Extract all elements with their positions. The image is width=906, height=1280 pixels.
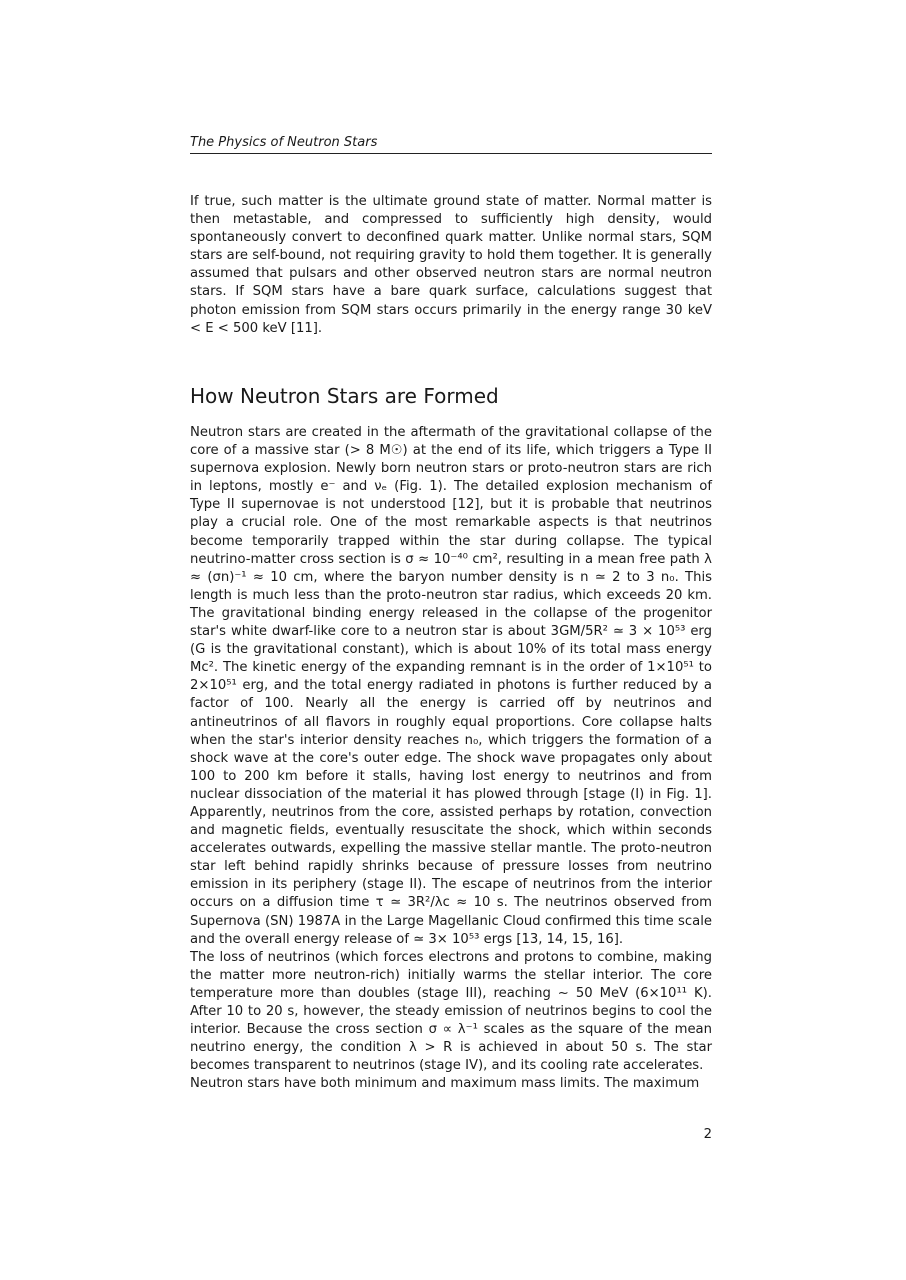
intro-paragraph	[190, 193, 712, 338]
paragraph-mass-limits: Neutron stars have both minimum and maximum mass limits. The maximum	[190, 1076, 700, 1092]
page-number: 2	[703, 1127, 712, 1142]
section-heading: How Neutron Stars are Formed	[190, 384, 499, 408]
paragraph-text: If true, such matter is the ultimate ground state of matter. Normal matter is then metastable, and compressed to sufficiently high density, would spontaneously convert to deconfined quark matter. Unlike normal stars, SQM stars are self-bound, not requiring gravity to hold them together. It is generally assumed that pulsars and other observed neutron stars are normal neutron stars. If SQM stars have a bare quark surface, calculations suggest that photon emission from SQM stars occurs primarily in the energy range 30 keV < E < 500 keV [11].	[190, 194, 712, 336]
running-header: The Physics of Neutron Stars	[190, 134, 712, 154]
paragraph-neutrino-loss: The loss of neutrinos (which forces electrons and protons to combine, making the matter more neutron-rich) initially warms the stellar interior. The core temperature more than doubles (stage III), reaching ~ 50 MeV (6×10¹¹ K). After 10 to 20 s, however, the steady emission of neutrinos begins to cool the interior. Because the cross section σ ∝ λ⁻¹ scales as the square of the mean neutrino energy, the condition λ > R is achieved in about 50 s. The star becomes transparent to neutrinos (stage IV), and its cooling rate accelerates.	[190, 949, 712, 1074]
paragraph-formation: Neutron stars are created in the aftermath of the gravitational collapse of the core of a massive star (> 8 M☉) at the end of its life, which triggers a Type II supernova explosion. Newly born neutron stars or proto-neutron stars are rich in leptons, mostly e⁻ and νₑ (Fig. 1). The detailed explosion mechanism of Type II supernovae is not understood [12], but it is probable that neutrinos play a crucial role. One of the most remarkable aspects is that neutrinos become temporarily trapped within the star during collapse. The typical neutrino-matter cross section is σ ≈ 10⁻⁴⁰ cm², resulting in a mean free path λ ≈ (σn)⁻¹ ≈ 10 cm, where the baryon number density is n ≃ 2 to 3 n₀. This length is much less than the proto-neutron star radius, which exceeds 20 km. The gravitational binding energy released in the collapse of the progenitor star's white dwarf-like core to a neutron star is about 3GM/5R² ≃ 3 × 10⁵³ erg (G is the gravitational constant), which is about 10% of its total mass energy Mc². The kinetic energy of the expanding remnant is in the order of 1×10⁵¹ to 2×10⁵¹ erg, and the total energy radiated in photons is further reduced by a factor of 100. Nearly all the energy is carried off by neutrinos and antineutrinos of all flavors in roughly equal proportions. Core collapse halts when the star's interior density reaches n₀, which triggers the formation of a shock wave at the core's outer edge. The shock wave propagates only about 100 to 200 km before it stalls, having lost energy to neutrinos and from nuclear dissociation of the material it has plowed through [stage (I) in Fig. 1]. Apparently, neutrinos from the core, assisted perhaps by rotation, convection and magnetic fields, eventually resuscitate the shock, which within seconds accelerates outwards, expelling the massive stellar mantle. The proto-neutron star left behind rapidly shrinks because of pressure losses from neutrino emission in its periphery (stage II). The escape of neutrinos from the interior occurs on a diffusion time τ ≃ 3R²/λc ≈ 10 s. The neutrinos observed from Supernova (SN) 1987A in the Large Magellanic Cloud confirmed this time scale and the overall energy release of ≃ 3× 10⁵³ ergs [13, 14, 15, 16].	[190, 425, 712, 947]
section-body	[190, 424, 712, 1093]
